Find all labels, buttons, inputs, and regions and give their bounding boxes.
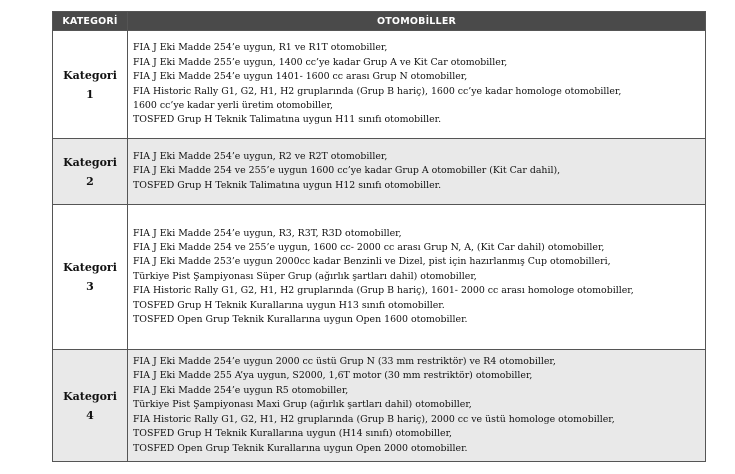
category-cell (53, 205, 128, 350)
car-line: TOSFED Grup H Teknik Kurallarına uygun (H14 sınıfı) otomobiller, (133, 428, 453, 440)
car-line: FIA J Eki Madde 253’e uygun 2000cc kadar Benzinli ve Dizel, pist için hazırlanmış Cup otomobilleri, (133, 256, 611, 268)
category-number: 4 (86, 408, 94, 422)
car-line: Türkiye Pist Şampiyonası Maxi Grup (ağırlık şartları dahil) otomobiller, (133, 399, 472, 411)
car-line: TOSFED Grup H Teknik Talimatına uygun H12 sınıfı otomobiller. (133, 179, 442, 191)
category-table (52, 11, 706, 462)
category-number: 2 (86, 174, 94, 188)
car-line: TOSFED Grup H Teknik Talimatına uygun H11 sınıfı otomobiller. (133, 114, 442, 126)
category-cell (53, 139, 128, 205)
car-line: FIA J Eki Madde 254’e uygun, R1 ve R1T otomobiller, (133, 42, 388, 54)
car-line: FIA Historic Rally G1, G2, H1, H2 gruplarında (Grup B hariç), 2000 cc ve üstü homologe otomobiller, (133, 413, 615, 425)
car-line: FIA J Eki Madde 254’e uygun, R3, R3T, R3D otomobiller, (133, 227, 402, 239)
cars-cell (128, 139, 706, 205)
car-line: FIA J Eki Madde 254 ve 255’e uygun 1600 cc’ye kadar Grup A otomobiller (Kit Car dahil), (133, 165, 561, 177)
car-line: Türkiye Pist Şampiyonası Süper Grup (ağırlık şartları dahil) otomobiller, (133, 270, 477, 282)
category-cell (53, 31, 128, 139)
table-row (53, 350, 706, 462)
car-line: TOSFED Open Grup Teknik Kurallarına uygun Open 2000 otomobiller. (133, 442, 468, 454)
category-number: 3 (86, 280, 94, 293)
category-cell (53, 350, 128, 462)
table-row (53, 139, 706, 205)
category-label: Kategori (63, 389, 117, 403)
car-line: FIA J Eki Madde 254’e uygun, R2 ve R2T otomobiller, (133, 150, 388, 162)
category-label: Kategori (63, 155, 117, 169)
category-number: 1 (86, 87, 94, 101)
car-line: FIA J Eki Madde 255 A’ya uygun, S2000, 1,6T motor (30 mm restriktör) otomobiller, (133, 370, 533, 382)
car-line: FIA Historic Rally G1, G2, H1, H2 gruplarında (Grup B hariç), 1601- 2000 cc arası homologe otomobiller, (133, 285, 634, 297)
cars-cell (128, 205, 706, 350)
car-line: FIA J Eki Madde 254’e uygun R5 otomobiller, (133, 384, 349, 396)
table-row (53, 31, 706, 139)
category-label: Kategori (63, 68, 117, 82)
car-line: TOSFED Grup H Teknik Kurallarına uygun H13 sınıfı otomobiller. (133, 299, 445, 311)
category-label: Kategori (63, 261, 117, 274)
table-row (53, 205, 706, 350)
car-line: 1600 cc’ye kadar yerli üretim otomobiller, (133, 99, 334, 111)
car-line: FIA J Eki Madde 255’e uygun, 1400 cc’ye kadar Grup A ve Kit Car otomobiller, (133, 56, 508, 68)
header-kategori: KATEGORİ (53, 12, 128, 31)
car-line: FIA J Eki Madde 254’e uygun 1401- 1600 cc arası Grup N otomobiller, (133, 71, 468, 83)
car-line: FIA J Eki Madde 254’e uygun 2000 cc üstü Grup N (33 mm restriktör) ve R4 otomobiller, (133, 356, 556, 368)
car-line: TOSFED Open Grup Teknik Kurallarına uygun Open 1600 otomobiller. (133, 314, 468, 326)
car-line: FIA Historic Rally G1, G2, H1, H2 gruplarında (Grup B hariç), 1600 cc’ye kadar homologe otomobiller, (133, 85, 622, 97)
cars-cell (128, 350, 706, 462)
header-otomobiller: OTOMOBİLLER (128, 12, 706, 31)
cars-cell (128, 31, 706, 139)
car-line: FIA J Eki Madde 254 ve 255’e uygun, 1600 cc- 2000 cc arası Grup N, A, (Kit Car dahil) otomobiller, (133, 241, 605, 253)
table-header-row (53, 12, 706, 31)
